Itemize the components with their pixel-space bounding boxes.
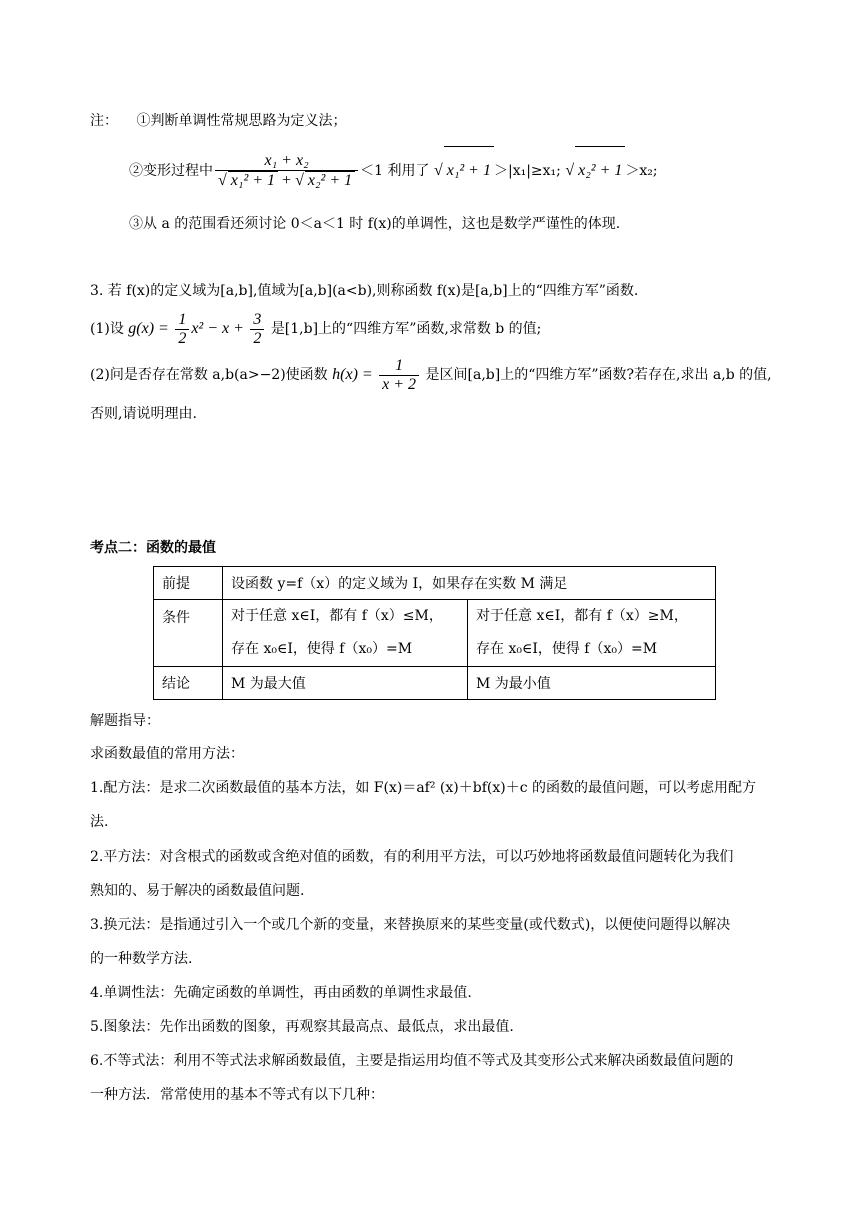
p2-suffix: 是区间[a,b]上的“四维方军”函数?若存在,求出 a,b 的值, xyxy=(425,367,772,383)
condition-left-line-2: 存在 x₀∈I，使得 f（x₀）=M xyxy=(231,641,413,657)
method-2-line-2: 熟知的、易于解决的函数最值问题. xyxy=(90,883,305,899)
section-title: 考点二：函数的最值 xyxy=(90,540,216,556)
condition-right-line-1: 对于任意 x∈I，都有 f（x）≥M， xyxy=(476,608,688,624)
table-cell-premise-text: 设函数 y=f（x）的定义域为 I，如果存在实数 M 满足 xyxy=(223,567,716,600)
problem3-part1 xyxy=(90,306,541,352)
note-cmp-2: ＞x₂; xyxy=(625,163,658,179)
method-3-line-2: 的一种数学方法. xyxy=(90,951,193,967)
p1-prefix: (1)设 xyxy=(90,321,124,337)
condition-left-line-1: 对于任意 x∈I，都有 f（x）≤M， xyxy=(231,608,443,624)
note-line-1 xyxy=(90,111,346,131)
table-row xyxy=(154,600,716,667)
table-row xyxy=(154,667,716,700)
note-sqrt-expr-2: √ x₂² + 1 xyxy=(565,162,625,179)
note-sqrt-expr-1: √ x₁² + 1 xyxy=(434,162,494,179)
note-sqrt-expr-2-body: x₂² + 1 xyxy=(575,146,625,195)
note-item-2-prefix: ②变形过程中 xyxy=(129,163,213,179)
method-3-line-1: 3.换元法：是指通过引入一个或几个新的变量，来替换原来的某些变量(或代数式)，以便使问题得以解决 xyxy=(90,917,731,933)
note-item-1: ①判断单调性常规思路为定义法； xyxy=(136,113,347,129)
table-cell-conclusion-left: M 为最大值 xyxy=(223,667,468,700)
problem3-intro: 3. 若 f(x)的定义域为[a,b],值域为[a,b](a<b),则称函数 f(x)是[a,b]上的“四维方军”函数. xyxy=(90,283,639,299)
note-label: 注： xyxy=(90,113,118,129)
p2-fraction xyxy=(379,357,419,394)
note-sqrt-1: x₁² + 1 xyxy=(228,171,278,190)
note-fraction-denominator: √ x₁² + 1 + √ x₂² + 1 xyxy=(215,171,358,190)
p2-num: 1 xyxy=(379,357,419,376)
note-sqrt-2: x₂² + 1 xyxy=(305,171,355,190)
note-cmp-1: ＞|x₁|≥x₁; xyxy=(493,163,561,179)
table-cell-premise-head: 前提 xyxy=(154,567,223,600)
method-1-line-2: 法. xyxy=(90,814,109,830)
method-2-line-1: 2.平方法：对含根式的函数或含绝对值的函数，有的利用平方法，可以巧妙地将函数最值问题转化为我们 xyxy=(90,849,734,865)
note-line-2 xyxy=(129,146,658,195)
method-6-line-2: 一种方法．常常使用的基本不等式有以下几种： xyxy=(90,1087,384,1103)
method-6-line-1: 6.不等式法：利用不等式法求解函数最值，主要是指运用均值不等式及其变形公式来解决函数最值问题的 xyxy=(90,1053,734,1069)
condition-right-line-2: 存在 x₀∈I，使得 f（x₀）=M xyxy=(476,641,658,657)
note-item-3: ③从 a 的范围看还须讨论 0＜a＜1 时 f(x)的单调性，这也是数学严谨性的体现. xyxy=(129,216,621,232)
methods-title: 求函数最值的常用方法： xyxy=(90,746,244,762)
p2-prefix: (2)问是否存在常数 a,b(a>−2)使函数 xyxy=(90,367,328,383)
method-4: 4.单调性法：先确定函数的单调性，再由函数的单调性求最值. xyxy=(90,985,472,1001)
table-cell-condition-right xyxy=(468,600,716,667)
p1-f1-den: 2 xyxy=(178,329,187,347)
note-sqrt-expr-1-body: x₁² + 1 xyxy=(444,146,494,195)
note-fraction-numerator: x₁ + x₂ xyxy=(215,152,358,171)
p1-suffix: 是[1,b]上的“四维方军”函数,求常数 b 的值; xyxy=(270,321,542,337)
p2-h: h(x) = xyxy=(332,366,373,383)
method-5: 5.图象法：先作出函数的图象，再观察其最高点、最低点，求出最值. xyxy=(90,1019,514,1035)
table-cell-condition-left xyxy=(223,600,468,667)
p1-mid: x² − x + xyxy=(191,320,244,337)
problem3-part2 xyxy=(90,352,772,398)
guide-title: 解题指导： xyxy=(90,713,160,729)
max-min-definition-table xyxy=(153,566,716,700)
table-cell-conclusion-head: 结论 xyxy=(154,667,223,700)
p1-fraction-2 xyxy=(250,311,264,348)
p1-f2-num: 3 xyxy=(250,311,264,330)
table-cell-condition-head: 条件 xyxy=(154,600,223,667)
table-cell-conclusion-right: M 为最小值 xyxy=(468,667,716,700)
table-row xyxy=(154,567,716,600)
p1-g: g(x) = xyxy=(128,320,169,337)
p2-den: x + 2 xyxy=(382,375,417,393)
p1-f1-num: 1 xyxy=(175,311,189,330)
method-1-line-1: 1.配方法：是求二次函数最值的基本方法，如 F(x)＝af² (x)＋bf(x)＋c 的函数的最值问题，可以考虑用配方 xyxy=(90,780,757,796)
note-item-2-mid: ＜1 利用了 xyxy=(360,163,430,179)
note-plus: + xyxy=(282,172,292,189)
p1-f2-den: 2 xyxy=(253,329,262,347)
problem3-part2-line2: 否则,请说明理由. xyxy=(90,406,197,422)
note-fraction xyxy=(215,152,358,190)
p1-fraction-1 xyxy=(175,311,189,348)
